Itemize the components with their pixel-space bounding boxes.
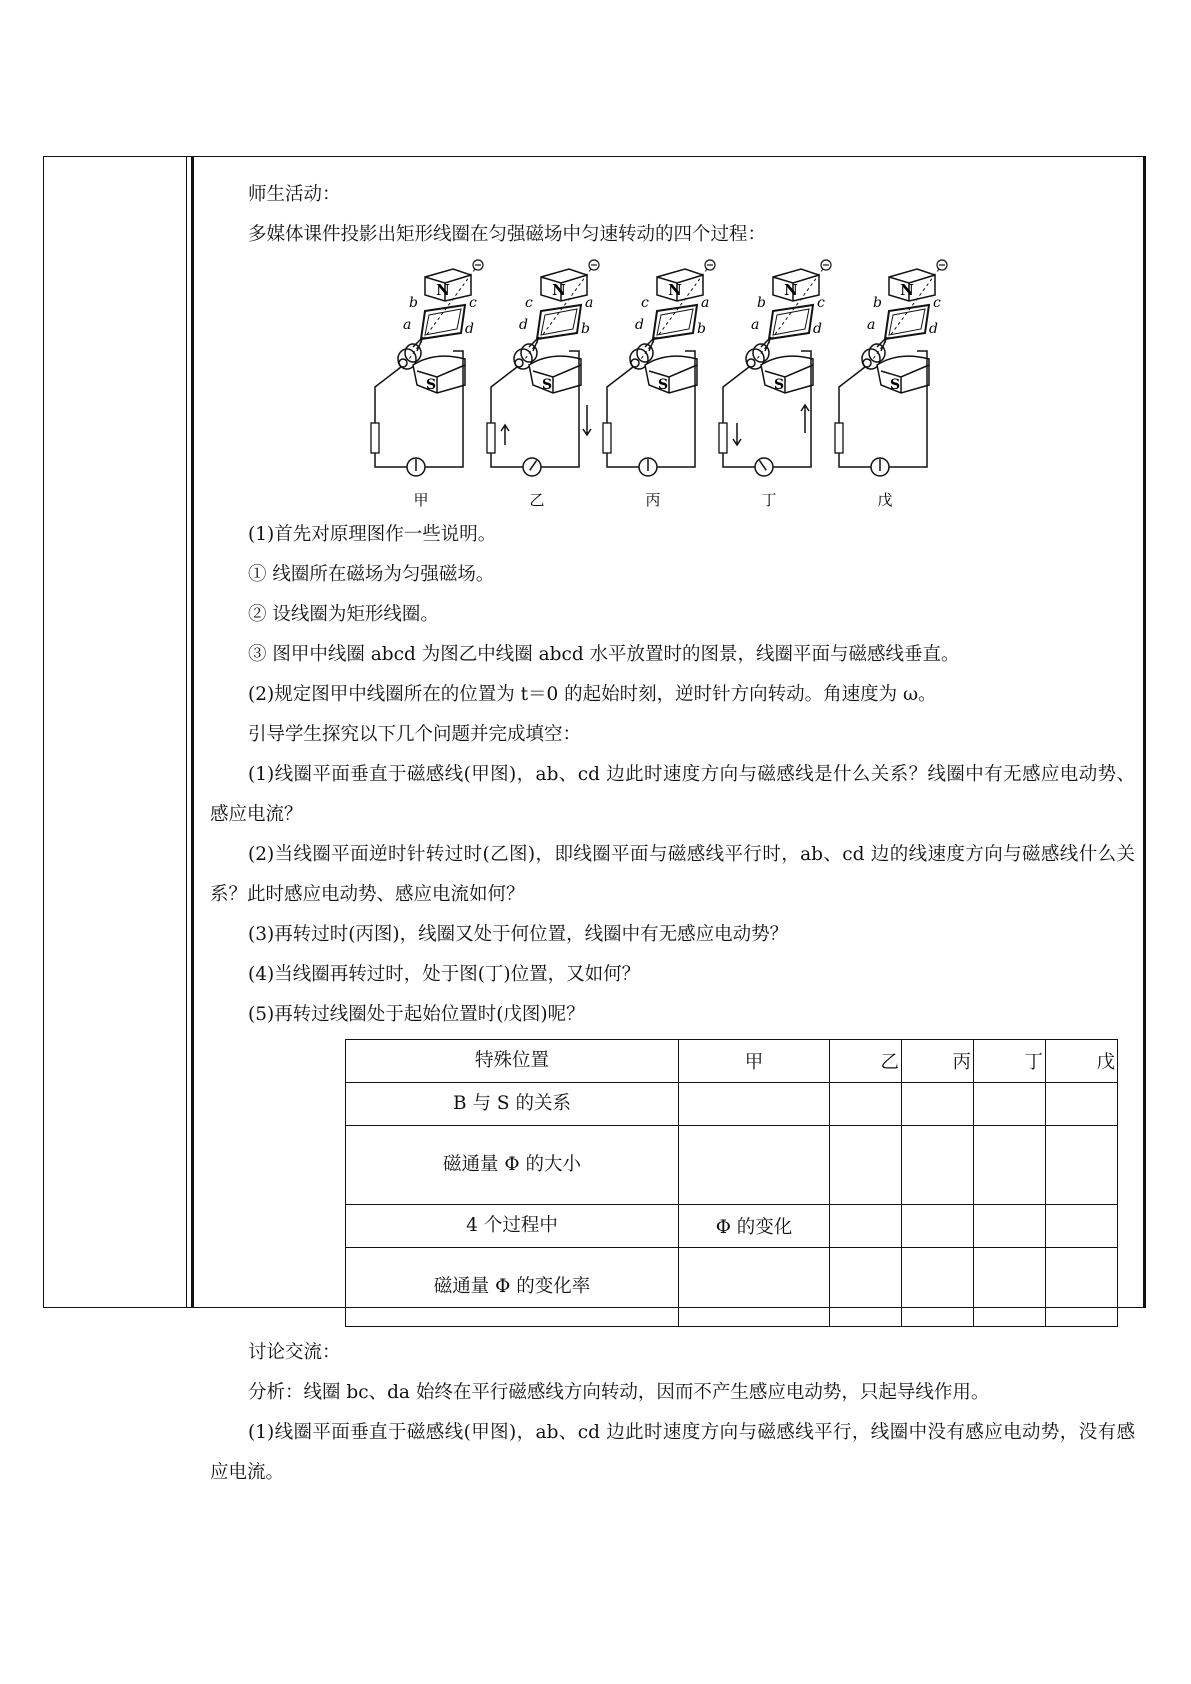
- blank-cell[interactable]: [974, 1205, 1046, 1248]
- lesson-content: [210, 175, 1135, 1493]
- header-bing: 丙: [952, 1052, 971, 1073]
- current-arrow-icon: [801, 405, 809, 433]
- s-label: S: [657, 377, 669, 393]
- paragraph: ① 线圈所在磁场为匀强磁场。: [248, 564, 495, 585]
- s-magnet: [645, 356, 697, 393]
- circuit-wire: [375, 367, 401, 423]
- blank-cell[interactable]: [1046, 1083, 1118, 1126]
- blank-cell[interactable]: [679, 1083, 830, 1126]
- current-arrow-icon: [501, 425, 509, 445]
- generator-panel: [835, 260, 947, 509]
- s-magnet: [529, 356, 581, 393]
- current-arrow-icon: [583, 405, 591, 435]
- n-label: N: [784, 281, 798, 299]
- circuit-wire: [375, 453, 407, 467]
- paragraph: 讨论交流：: [248, 1342, 341, 1363]
- generator-figure: [210, 255, 1135, 515]
- coil-letter: b: [757, 295, 766, 311]
- question: (5)再转过线圈处于起始位置时(戊图)呢？: [248, 1004, 585, 1025]
- generator-panel: [371, 260, 483, 509]
- coil-letter: b: [409, 295, 418, 311]
- s-label: S: [889, 377, 901, 393]
- resistor: [487, 423, 495, 453]
- paragraph: (1)线圈平面垂直于磁感线(甲图)，ab、cd 边此时速度方向与磁感线平行，线圈中没有感应电动势，没有感应电流。: [210, 1422, 1135, 1483]
- n-label: N: [436, 281, 450, 299]
- generator-diagram: [210, 255, 1135, 515]
- slip-ring-core: [515, 359, 523, 367]
- coil-letter: c: [641, 295, 649, 311]
- paragraph: (2)规定图甲中线圈所在的位置为 t＝0 的起始时刻，逆时针方向转动。角速度为 ω。: [248, 684, 937, 705]
- coil-letter: d: [635, 317, 644, 333]
- circuit-wire: [839, 367, 865, 423]
- table-row: [346, 1126, 1118, 1205]
- table-header-cell: 特殊位置: [346, 1040, 679, 1083]
- coil-letter: a: [701, 295, 710, 311]
- question: (4)当线圈再转过时，处于图(丁)位置，又如何？: [248, 964, 641, 985]
- header-wu: 戊: [1096, 1052, 1115, 1073]
- s-magnet: [761, 356, 813, 393]
- resistor: [371, 423, 379, 453]
- circuit-wire: [607, 367, 633, 423]
- blank-cell[interactable]: [902, 1126, 974, 1205]
- slip-ring-core: [863, 359, 871, 367]
- coil-letter: d: [519, 317, 528, 333]
- coil-letter: d: [465, 321, 474, 337]
- question: (3)再转过时(丙图)，线圈又处于何位置，线圈中有无感应电动势？: [248, 924, 789, 945]
- panel-caption: 乙: [529, 491, 545, 509]
- coil-letter: a: [751, 317, 760, 333]
- blank-cell[interactable]: [830, 1205, 902, 1248]
- current-arrow-icon: [733, 423, 741, 445]
- coil-letter: c: [933, 295, 941, 311]
- position-table: [345, 1039, 1118, 1327]
- paragraph: ② 设线圈为矩形线圈。: [248, 604, 439, 625]
- row-label: 4 个过程中: [346, 1205, 679, 1248]
- n-label: N: [668, 281, 682, 299]
- resistor: [835, 423, 843, 453]
- s-label: S: [773, 377, 785, 393]
- blank-cell[interactable]: [974, 1083, 1046, 1126]
- header-yi: 乙: [880, 1052, 899, 1073]
- generator-panel: [487, 260, 599, 509]
- s-magnet: [413, 356, 465, 393]
- blank-cell[interactable]: [830, 1126, 902, 1205]
- circuit-wire: [723, 453, 755, 467]
- n-label: N: [552, 281, 566, 299]
- slip-ring-core: [631, 359, 639, 367]
- blank-cell[interactable]: [974, 1248, 1046, 1327]
- blank-cell[interactable]: [679, 1248, 830, 1327]
- resistor: [603, 423, 611, 453]
- generator-panel: [719, 260, 831, 509]
- coil-letter: a: [867, 317, 876, 333]
- s-label: S: [541, 377, 553, 393]
- slip-ring-core: [399, 359, 407, 367]
- coil-letter: c: [817, 295, 825, 311]
- panel-caption: 甲: [413, 491, 429, 509]
- circuit-wire: [839, 453, 871, 467]
- s-label: S: [425, 377, 437, 393]
- coil-letter: c: [469, 295, 477, 311]
- circuit-wire: [723, 367, 749, 423]
- panel-caption: 丁: [761, 491, 777, 509]
- coil-letter: b: [873, 295, 882, 311]
- column-divider-thick: [191, 156, 194, 1308]
- paragraph: ③ 图甲中线圈 abcd 为图乙中线圈 abcd 水平放置时的图景，线圈平面与磁感线垂直。: [248, 644, 960, 665]
- blank-cell[interactable]: [1046, 1126, 1118, 1205]
- table-row: [346, 1083, 1118, 1126]
- paragraph: 师生活动：: [248, 184, 341, 205]
- panel-caption: 丙: [645, 491, 661, 509]
- table-header-cell: [830, 1040, 902, 1083]
- blank-cell[interactable]: [902, 1248, 974, 1327]
- panel-caption: 戊: [877, 491, 893, 509]
- blank-cell[interactable]: [830, 1248, 902, 1327]
- table-row: [346, 1040, 1118, 1083]
- row-sublabel: Φ 的变化: [679, 1205, 830, 1248]
- circuit-wire: [491, 367, 517, 423]
- paragraph: (1)首先对原理图作一些说明。: [248, 524, 497, 545]
- blank-cell[interactable]: [974, 1126, 1046, 1205]
- s-magnet: [877, 356, 929, 393]
- coil-letter: d: [813, 321, 822, 337]
- right-border-thick: [1143, 156, 1146, 1308]
- table-header-cell: [1046, 1040, 1118, 1083]
- table-header-cell: [902, 1040, 974, 1083]
- coil-letter: c: [525, 295, 533, 311]
- blank-cell[interactable]: [1046, 1205, 1118, 1248]
- circuit-wire: [607, 453, 639, 467]
- paragraph: 引导学生探究以下几个问题并完成填空：: [248, 724, 582, 745]
- row-label: 磁通量 Φ 的变化率: [346, 1248, 679, 1327]
- table-header-cell: [974, 1040, 1046, 1083]
- generator-panel: [603, 260, 715, 509]
- coil-letter: d: [929, 321, 938, 337]
- header-ding: 丁: [1024, 1052, 1043, 1073]
- coil-letter: b: [581, 321, 590, 337]
- coil-letter: b: [697, 321, 706, 337]
- row-label: B 与 S 的关系: [346, 1083, 679, 1126]
- row-label: 磁通量 Φ 的大小: [346, 1126, 679, 1205]
- n-label: N: [900, 281, 914, 299]
- question: (2)当线圈平面逆时针转过时(乙图)，即线圈平面与磁感线平行时，ab、cd 边的线速度方向与磁感线什么关系？此时感应电动势、感应电流如何？: [210, 844, 1135, 905]
- paragraph: 分析：线圈 bc、da 始终在平行磁感线方向转动，因而不产生感应电动势，只起导线作用。: [248, 1382, 990, 1403]
- slip-ring-core: [747, 359, 755, 367]
- table-row: [346, 1248, 1118, 1327]
- question: (1)线圈平面垂直于磁感线(甲图)，ab、cd 边此时速度方向与磁感线是什么关系？线圈中有无感应电动势、感应电流？: [210, 764, 1135, 825]
- blank-cell[interactable]: [902, 1205, 974, 1248]
- coil-letter: a: [585, 295, 594, 311]
- resistor: [719, 423, 727, 453]
- coil-letter: a: [403, 317, 412, 333]
- table-row: [346, 1205, 1118, 1248]
- blank-cell[interactable]: [830, 1083, 902, 1126]
- table-header-cell: 甲: [679, 1040, 830, 1083]
- circuit-wire: [491, 453, 523, 467]
- blank-cell[interactable]: [902, 1083, 974, 1126]
- paragraph: 多媒体课件投影出矩形线圈在匀强磁场中匀速转动的四个过程：: [248, 224, 767, 245]
- blank-cell[interactable]: [1046, 1248, 1118, 1327]
- column-divider: [186, 156, 187, 1308]
- blank-cell[interactable]: [679, 1126, 830, 1205]
